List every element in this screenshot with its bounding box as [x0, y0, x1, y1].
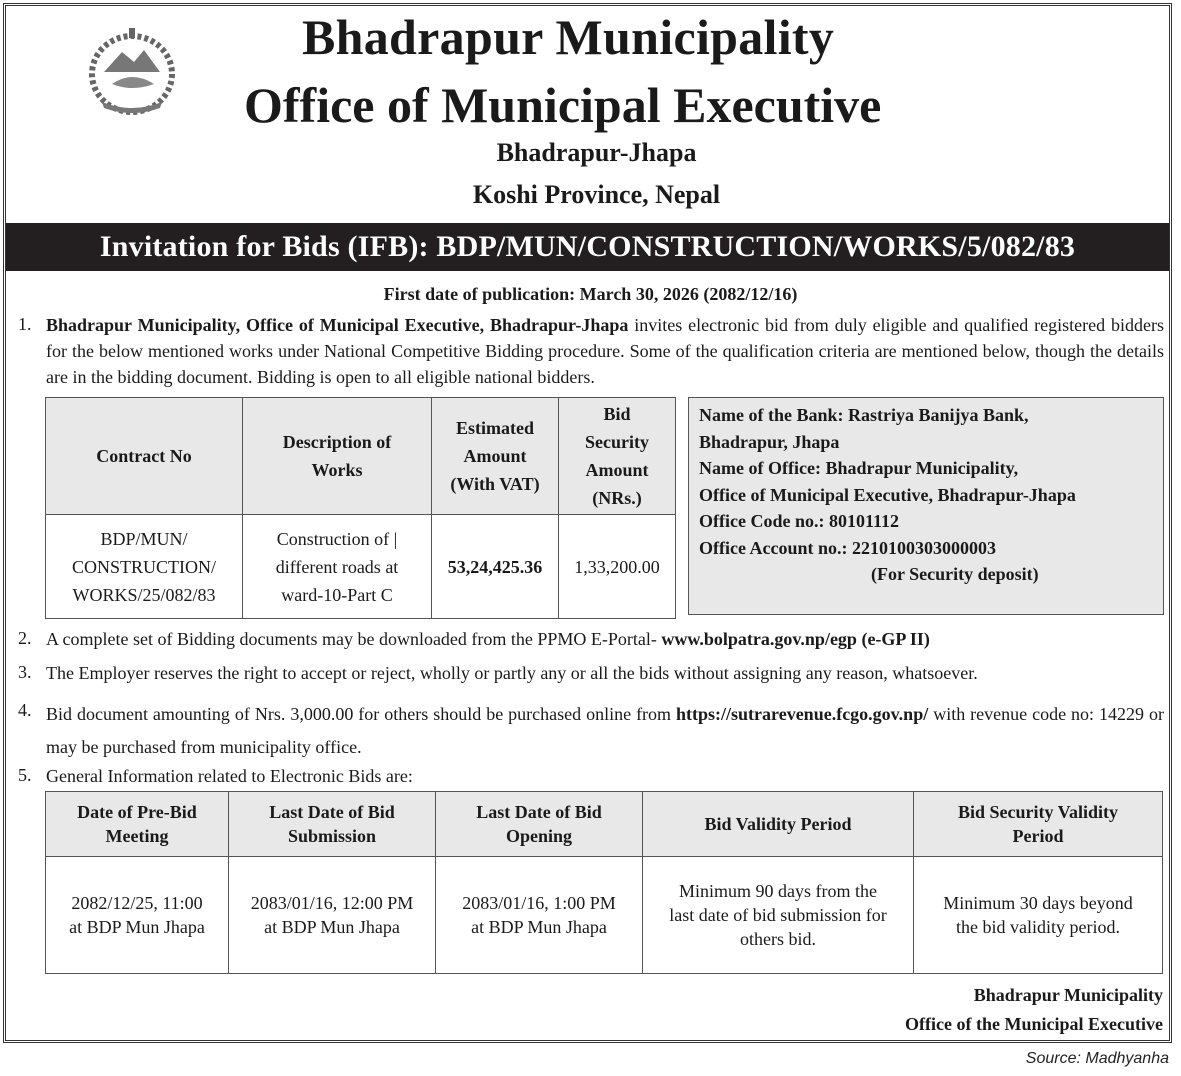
header-bid-security: Bid Security Amount (NRs.)	[559, 398, 676, 515]
header-contract-no: Contract No	[46, 398, 243, 515]
office-account: Office Account no.: 2210100303000003	[699, 537, 996, 558]
cell-bid-opening: 2083/01/16, 1:00 PM at BDP Mun Jhapa	[436, 857, 643, 974]
header-bid-opening: Last Date of Bid Opening	[436, 792, 643, 857]
bank-branch: Bhadrapur, Jhapa	[699, 431, 840, 452]
bolpatra-link[interactable]: www.bolpatra.gov.np/egp (e-GP II)	[661, 629, 930, 649]
clause-2-text: A complete set of Bidding documents may be downloaded from the PPMO E-Portal- www.bolpatra.gov.np/egp (e-GP II)	[46, 629, 930, 649]
security-deposit-note: (For Security deposit)	[871, 564, 1039, 584]
signature-office: Office of the Municipal Executive	[905, 1014, 1163, 1034]
cell-estimated-amount: 53,24,425.36	[432, 515, 559, 619]
clause-4-number: 4.	[18, 700, 32, 720]
header-bid-submission: Last Date of Bid Submission	[229, 792, 436, 857]
header-pre-bid-meeting: Date of Pre-Bid Meeting	[46, 792, 229, 857]
clause-5-number: 5.	[18, 765, 32, 785]
schedule-table-header	[46, 792, 1163, 857]
office-code: Office Code no.: 80101112	[699, 511, 899, 531]
contract-table-header	[46, 398, 676, 515]
office-name: Name of Office: Bhadrapur Municipality,	[699, 458, 1019, 478]
cell-description: Construction of | different roads at ward-10-Part C	[243, 515, 432, 619]
office-title: Office of Municipal Executive	[244, 77, 882, 133]
header-bid-validity: Bid Validity Period	[643, 792, 914, 857]
clause-2-number: 2.	[18, 628, 32, 648]
bank-info-box	[688, 397, 1164, 615]
contract-table	[45, 397, 676, 619]
header-security-validity: Bid Security Validity Period	[914, 792, 1163, 857]
table-row	[46, 515, 676, 619]
source-credit: Source: Madhyanha	[1025, 1050, 1169, 1067]
clause-3-text: The Employer reserves the right to accept or reject, wholly or partly any or all the bids without assigning any reason, whatsoever.	[46, 663, 978, 683]
clause-5-text: General Information related to Electronic Bids are:	[46, 766, 413, 786]
schedule-table	[45, 791, 1163, 974]
header-estimated-amount: Estimated Amount (With VAT)	[432, 398, 559, 515]
cell-pre-bid-meeting: 2082/12/25, 11:00 at BDP Mun Jhapa	[46, 857, 229, 974]
municipality-title: Bhadrapur Municipality	[302, 9, 835, 65]
cell-bid-security: 1,33,200.00	[559, 515, 676, 619]
nepal-emblem-icon	[82, 22, 182, 122]
publication-date: First date of publication: March 30, 2026 (2082/12/16)	[383, 284, 798, 304]
signature-municipality: Bhadrapur Municipality	[973, 985, 1163, 1005]
ifb-title-bar: Invitation for Bids (IFB): BDP/MUN/CONSTRUCTION/WORKS/5/082/83	[6, 223, 1169, 271]
clause-3-number: 3.	[18, 662, 32, 682]
province-text: Koshi Province, Nepal	[472, 180, 721, 209]
table-row	[46, 857, 1163, 974]
sutrarevenue-link[interactable]: https://sutrarevenue.fcgo.gov.np/	[676, 704, 929, 724]
clause-1-number: 1.	[18, 314, 32, 334]
cell-bid-validity: Minimum 90 days from the last date of bid submission for others bid.	[643, 857, 914, 974]
location-text: Bhadrapur-Jhapa	[496, 138, 697, 167]
bank-name: Name of the Bank: Rastriya Banijya Bank,	[699, 405, 1029, 425]
clause-1-text: Bhadrapur Municipality, Office of Municipal Executive, Bhadrapur-Jhapa invites electronic bid from duly eligible and qualified registered bidders for the below mentioned works under National Competitive Bidding procedure. Some of the qualification criteria are mentioned below, though the details are in the bidding document. Bidding is open to all eligible national bidders.	[46, 315, 1164, 387]
cell-security-validity: Minimum 30 days beyond the bid validity period.	[914, 857, 1163, 974]
clause-4-text: Bid document amounting of Nrs. 3,000.00 for others should be purchased online from https://sutrarevenue.fcgo.gov.np/ with revenue code no: 14229 or may be purchased from municipality office.	[46, 704, 1164, 757]
office-name-cont: Office of Municipal Executive, Bhadrapur-Jhapa	[699, 484, 1076, 505]
cell-bid-submission: 2083/01/16, 12:00 PM at BDP Mun Jhapa	[229, 857, 436, 974]
header-description: Description of Works	[243, 398, 432, 515]
clause-1-lead: Bhadrapur Municipality, Office of Municipal Executive, Bhadrapur-Jhapa	[46, 315, 629, 335]
cell-contract-no: BDP/MUN/ CONSTRUCTION/ WORKS/25/082/83	[46, 515, 243, 619]
